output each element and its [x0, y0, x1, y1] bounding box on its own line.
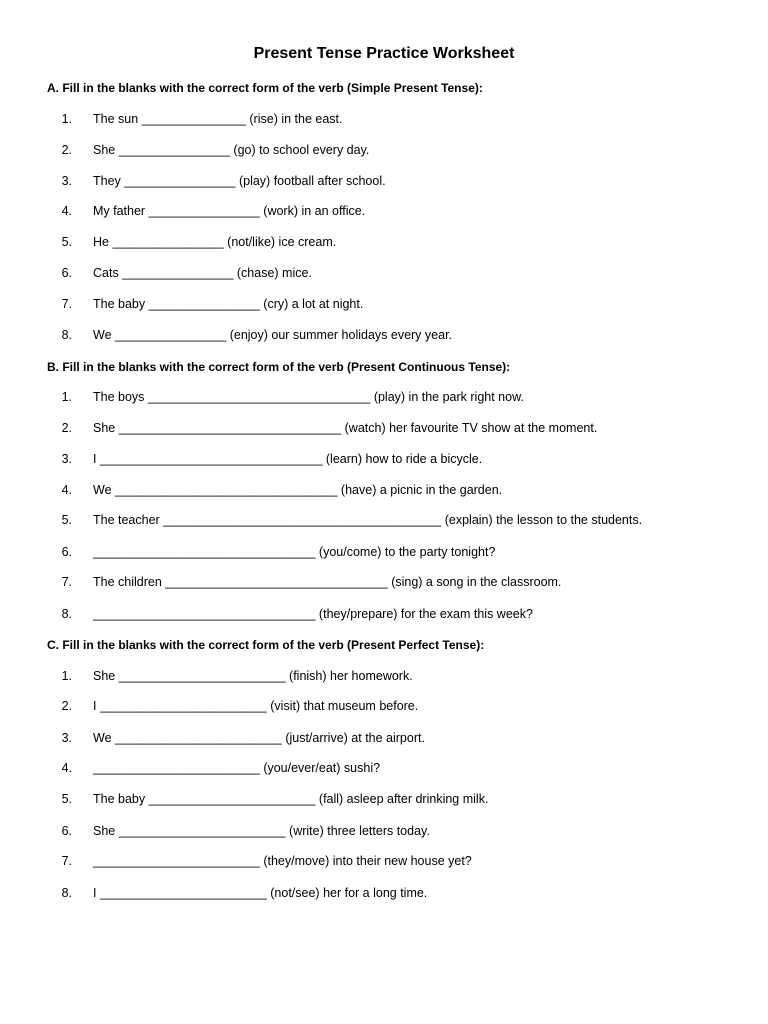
- question-text: She ________________________________ (watch) her favourite TV show at the moment.: [93, 421, 598, 435]
- question-a7: [0, 295, 760, 313]
- question-text: I ________________________ (visit) that museum before.: [93, 699, 419, 713]
- question-b3: [0, 450, 760, 468]
- question-text: ________________________ (they/move) into their new house yet?: [93, 854, 472, 868]
- question-number: 8.: [61, 328, 72, 342]
- question-number: 1.: [61, 669, 72, 683]
- question-number: 2.: [61, 421, 72, 435]
- question-text: Cats ________________ (chase) mice.: [93, 266, 312, 280]
- question-c1: [0, 667, 760, 685]
- question-b8: [0, 605, 760, 623]
- question-number: 3.: [61, 174, 72, 188]
- question-number: 7.: [61, 297, 72, 311]
- question-a5: [0, 233, 760, 251]
- question-c2: [0, 697, 760, 715]
- question-text: My father ________________ (work) in an office.: [93, 204, 366, 218]
- question-c3: [0, 729, 760, 747]
- question-c4: [0, 759, 760, 777]
- question-text: We ________________ (enjoy) our summer holidays every year.: [93, 328, 453, 342]
- question-text: They ________________ (play) football after school.: [93, 174, 386, 188]
- question-c5: [0, 790, 760, 808]
- question-number: 7.: [61, 575, 72, 589]
- question-b5: [0, 511, 760, 529]
- question-a1: [0, 110, 760, 128]
- question-number: 8.: [61, 886, 72, 900]
- question-text: The sun _______________ (rise) in the east.: [93, 112, 343, 126]
- question-number: 1.: [61, 112, 72, 126]
- question-b2: [0, 419, 760, 437]
- question-c6: [0, 822, 760, 840]
- question-text: She ________________________ (write) three letters today.: [93, 824, 430, 838]
- section-b-heading: B. Fill in the blanks with the correct form of the verb (Present Continuous Tense):: [47, 360, 511, 374]
- question-text: The teacher ________________________________________ (explain) the lesson to the students.: [93, 513, 643, 527]
- question-a8: [0, 326, 760, 344]
- section-a-heading: A. Fill in the blanks with the correct form of the verb (Simple Present Tense):: [47, 81, 483, 95]
- question-c8: [0, 884, 760, 902]
- question-text: The baby ________________ (cry) a lot at night.: [93, 297, 364, 311]
- question-text: She ________________________ (finish) her homework.: [93, 669, 413, 683]
- question-number: 5.: [61, 792, 72, 806]
- question-text: He ________________ (not/like) ice cream.: [93, 235, 337, 249]
- question-b7: [0, 573, 760, 591]
- question-number: 6.: [61, 266, 72, 280]
- question-number: 1.: [61, 390, 72, 404]
- question-text: ________________________________ (they/prepare) for the exam this week?: [93, 607, 533, 621]
- question-number: 4.: [61, 204, 72, 218]
- question-c7: [0, 852, 760, 870]
- question-text: The boys ________________________________ (play) in the park right now.: [93, 390, 524, 404]
- question-text: The children ________________________________ (sing) a song in the classroom.: [93, 575, 562, 589]
- section-c-heading: C. Fill in the blanks with the correct form of the verb (Present Perfect Tense):: [47, 638, 485, 652]
- question-number: 4.: [61, 483, 72, 497]
- question-b4: [0, 481, 760, 499]
- question-a4: [0, 202, 760, 220]
- question-text: The baby ________________________ (fall) asleep after drinking milk.: [93, 792, 489, 806]
- question-number: 5.: [61, 513, 72, 527]
- question-a3: [0, 172, 760, 190]
- question-text: ________________________ (you/ever/eat) sushi?: [93, 761, 381, 775]
- page-title: Present Tense Practice Worksheet: [253, 45, 515, 62]
- question-number: 2.: [61, 699, 72, 713]
- question-b1: [0, 388, 760, 406]
- question-number: 8.: [61, 607, 72, 621]
- question-text: We ________________________________ (have) a picnic in the garden.: [93, 483, 503, 497]
- question-text: I ________________________ (not/see) her for a long time.: [93, 886, 428, 900]
- question-text: ________________________________ (you/come) to the party tonight?: [93, 545, 496, 559]
- question-number: 3.: [61, 731, 72, 745]
- question-number: 3.: [61, 452, 72, 466]
- question-b6: [0, 543, 760, 561]
- question-a6: [0, 264, 760, 282]
- question-number: 2.: [61, 143, 72, 157]
- question-number: 7.: [61, 854, 72, 868]
- question-number: 6.: [61, 824, 72, 838]
- question-text: We ________________________ (just/arrive) at the airport.: [93, 731, 425, 745]
- question-number: 6.: [61, 545, 72, 559]
- question-number: 5.: [61, 235, 72, 249]
- question-text: I ________________________________ (learn) how to ride a bicycle.: [93, 452, 483, 466]
- question-a2: [0, 141, 760, 159]
- question-text: She ________________ (go) to school every day.: [93, 143, 370, 157]
- question-number: 4.: [61, 761, 72, 775]
